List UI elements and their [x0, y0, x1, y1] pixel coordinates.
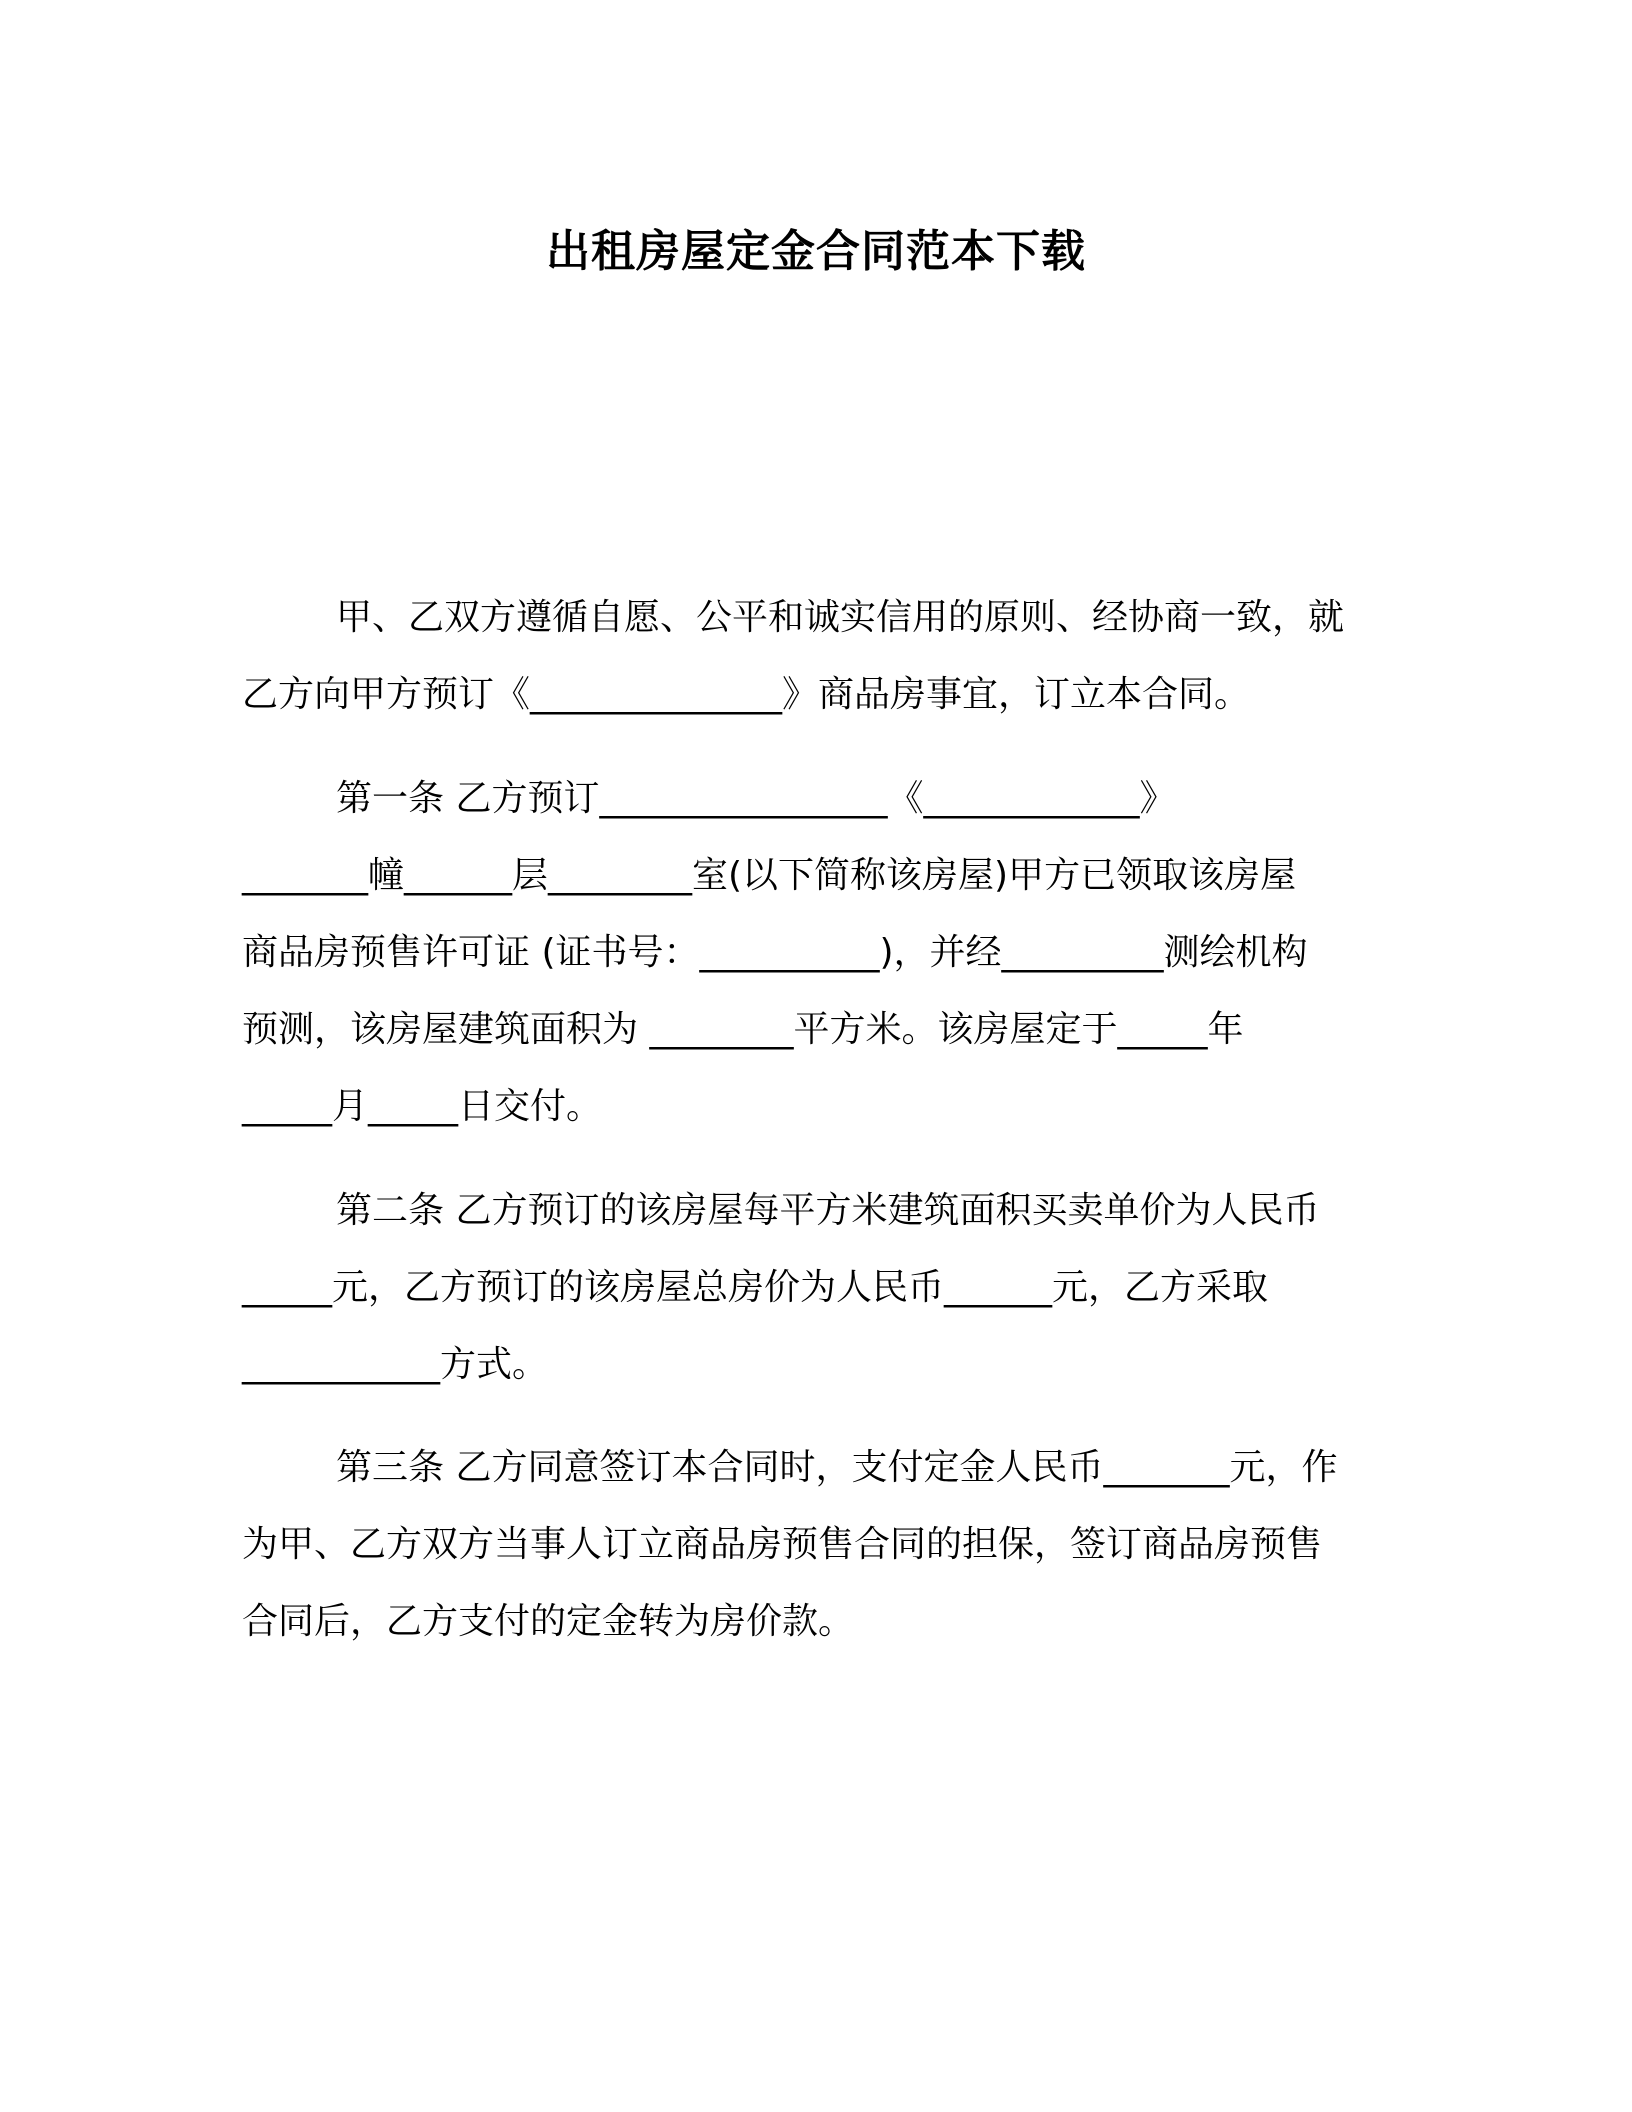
paragraph-2-line-5: _____月_____日交付。	[242, 1086, 603, 1127]
paragraph-3-line-1: 第二条 乙方预订的该房屋每平方米建筑面积买卖单价为人民币	[336, 1190, 1320, 1231]
paragraph-3-line-2: _____元，乙方预订的该房屋总房价为人民币______元，乙方采取	[242, 1267, 1269, 1308]
paragraph-2-line-2: _______幢______层________室(以下简称该房屋)甲方已领取该房屋	[242, 855, 1297, 896]
paragraph-4-line-3: 合同后，乙方支付的定金转为房价款。	[242, 1601, 855, 1642]
paragraph-3-line-3: ___________方式。	[242, 1344, 549, 1385]
document-title: 出租房屋定金合同范本下载	[546, 226, 1086, 277]
paragraph-4-line-2: 为甲、乙方双方当事人订立商品房预售合同的担保，签订商品房预售	[242, 1524, 1323, 1565]
paragraph-2-line-3: 商品房预售许可证 (证书号：__________)，并经_________测绘机构	[242, 932, 1308, 973]
paragraph-1-line-1: 甲、乙双方遵循自愿、公平和诚实信用的原则、经协商一致，就	[336, 597, 1345, 638]
paragraph-1-line-2: 乙方向甲方预订《______________》商品房事宜，订立本合同。	[242, 674, 1251, 715]
paragraph-4-line-1: 第三条 乙方同意签订本合同时，支付定金人民币_______元，作	[336, 1447, 1338, 1488]
paragraph-2-line-1: 第一条 乙方预订________________《____________》	[336, 778, 1176, 819]
paragraph-2-line-4: 预测，该房屋建筑面积为 ________平方米。该房屋定于_____年	[242, 1009, 1244, 1050]
